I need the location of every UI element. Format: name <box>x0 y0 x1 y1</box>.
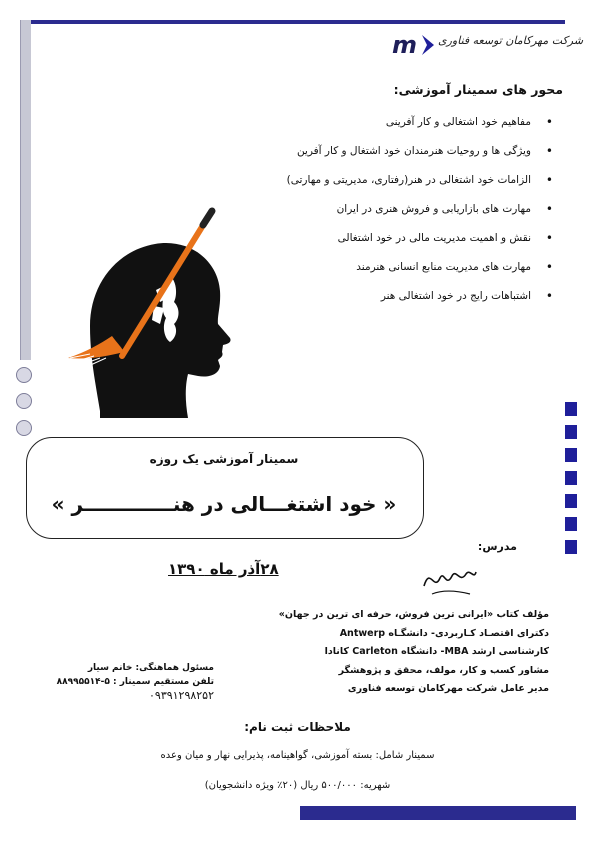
logo-mark: m <box>392 32 418 58</box>
binder-hole <box>16 420 32 436</box>
bio-line: دکترای اقتصـاد کـاربردی- دانشگـاه Antwerp <box>339 627 549 639</box>
topics-list <box>253 108 553 311</box>
phone-text: تلفن مستقیم سمینار : ۵-۸۸۹۹۵۵۱۴ <box>56 677 214 687</box>
registration-fee: شهریه: ۵۰۰/۰۰۰ ریال (۲۰٪ ویژه دانشجویان) <box>204 780 391 791</box>
binder-hole <box>16 367 32 383</box>
seminar-subtitle: سمینار آموزشی یک روزه <box>149 452 299 466</box>
contact-info <box>44 661 214 703</box>
list-item: • ویژگی ها و روحیات هنرمندان خود اشتغال و کار آفرین <box>253 137 553 166</box>
list-item: • اشتباهات رایج در خود اشتغالی هنر <box>253 282 553 311</box>
instructor-bio <box>229 606 549 699</box>
artist-silhouette-illustration <box>60 206 240 418</box>
list-item: • نقش و اهمیت مدیریت مالی در خود اشتغالی <box>253 224 553 253</box>
top-frame-bar <box>20 20 565 24</box>
decor-square <box>565 402 577 416</box>
registration-includes: سمینار شامل: بسته آموزشی، گواهینامه، پذیرایی نهار و میان وعده <box>160 750 435 761</box>
bio-line: مؤلف کتاب «ایرانی ترین فروش، حرفه ای ترین در جهان» <box>278 609 549 620</box>
binder-hole <box>16 393 32 409</box>
bio-line: مدیر عامل شرکت مهرکامان توسعه فناوری <box>347 683 549 694</box>
decor-square <box>565 448 577 462</box>
bottom-frame-bar <box>300 806 576 820</box>
list-item: • الزامات خود اشتغالی در هنر(رفتاری، مدیریتی و مهارتی) <box>253 166 553 195</box>
seminar-name: « خود اشتغـــالی در هنـــــــــــــر » <box>51 492 397 516</box>
seminar-date: ۲۸آذر ماه ۱۳۹۰ <box>168 560 279 578</box>
decor-square <box>565 540 577 554</box>
instructor-signature <box>420 556 480 600</box>
list-item: • مهارت های مدیریت منابع انسانی هنرمند <box>253 253 553 282</box>
instructor-label: مدرس: <box>477 540 517 553</box>
list-item: • مهارت های بازاریابی و فروش هنری در ایران <box>253 195 553 224</box>
bio-line: مشاور کسب و کار، مولف، محقق و پژوهشگر <box>338 664 549 676</box>
logo-text: شرکت مهرکامان توسعه فناوری <box>438 34 584 47</box>
decor-square <box>565 494 577 508</box>
coordinator-text: مسئول هماهنگی: خانم سیار <box>87 663 214 673</box>
decor-square <box>565 425 577 439</box>
left-frame-bar <box>20 20 31 360</box>
mobile-text: ۰۹۳۹۱۲۹۸۲۵۲ <box>149 689 214 702</box>
bio-line: کارشناسی ارشد MBA- دانشگاه Carleton کانادا <box>324 646 549 657</box>
decor-square <box>565 517 577 531</box>
topics-heading: محور های سمینار آموزشی: <box>393 82 563 97</box>
registration-heading: ملاحظات ثبت نام: <box>244 720 351 734</box>
list-item: • مفاهیم خود اشتغالی و کار آفرینی <box>253 108 553 137</box>
decor-square <box>565 471 577 485</box>
